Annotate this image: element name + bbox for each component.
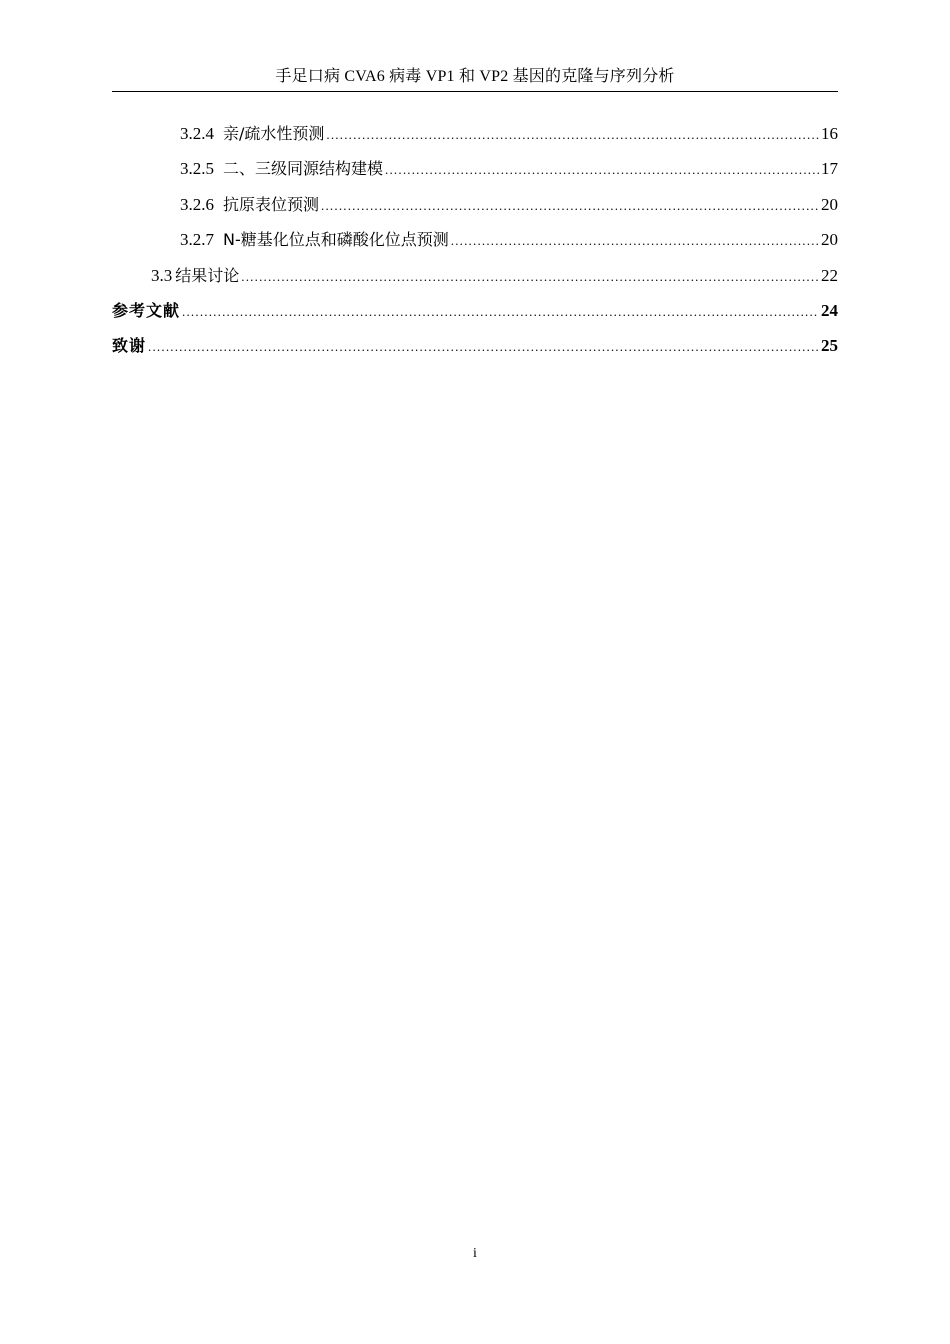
- toc-entry-page: 20: [821, 230, 838, 250]
- toc-dot-leader: [182, 294, 819, 329]
- toc-entry-title: 二、三级同源结构建模: [223, 159, 384, 179]
- toc-entry-page: 25: [821, 336, 838, 356]
- toc-entry-title: N-糖基化位点和磷酸化位点预测: [223, 230, 449, 250]
- toc-entry-3-3[interactable]: [112, 258, 838, 293]
- toc-dot-leader: [326, 117, 819, 152]
- toc-entry-number: 3.2.5: [180, 159, 214, 179]
- toc-entry-references[interactable]: [112, 293, 838, 328]
- toc-entry-number: 3.2.4: [180, 124, 214, 143]
- toc-entry-number: 3.3: [151, 265, 173, 285]
- toc-entry-acknowledgements[interactable]: [112, 328, 838, 363]
- toc-entry-title: 抗原表位预测: [223, 194, 320, 214]
- toc-entry-page: 16: [821, 124, 838, 143]
- toc-entry-3-2-7[interactable]: [112, 222, 838, 257]
- toc-dot-leader: [148, 329, 819, 364]
- toc-entry-3-2-5[interactable]: [112, 151, 838, 186]
- toc-entry-3-2-6[interactable]: [112, 187, 838, 222]
- toc-entry-title: 亲/疏水性预测: [223, 124, 325, 143]
- toc-dot-leader: [321, 188, 819, 223]
- toc-entry-number: 3.2.7: [180, 230, 214, 250]
- toc-entry-title: 结果讨论: [175, 265, 240, 285]
- toc-entry-3-2-4[interactable]: [112, 116, 838, 151]
- running-header: 手足口病 CVA6 病毒 VP1 和 VP2 基因的克隆与序列分析: [275, 68, 675, 85]
- toc-entry-number: 3.2.6: [180, 194, 214, 214]
- toc-entry-title: 致谢: [112, 336, 147, 356]
- toc-entry-page: 20: [821, 194, 838, 214]
- toc-dot-leader: [385, 152, 819, 187]
- page-number: i: [473, 1246, 477, 1261]
- toc-entry-page: 22: [821, 265, 838, 285]
- toc-entry-page: 24: [821, 300, 838, 320]
- toc-entry-title: 参考文献: [112, 300, 181, 320]
- toc-dot-leader: [241, 259, 819, 294]
- toc-entry-page: 17: [821, 159, 838, 179]
- header-divider: [112, 91, 838, 92]
- toc-dot-leader: [451, 223, 819, 258]
- table-of-contents: [112, 116, 838, 364]
